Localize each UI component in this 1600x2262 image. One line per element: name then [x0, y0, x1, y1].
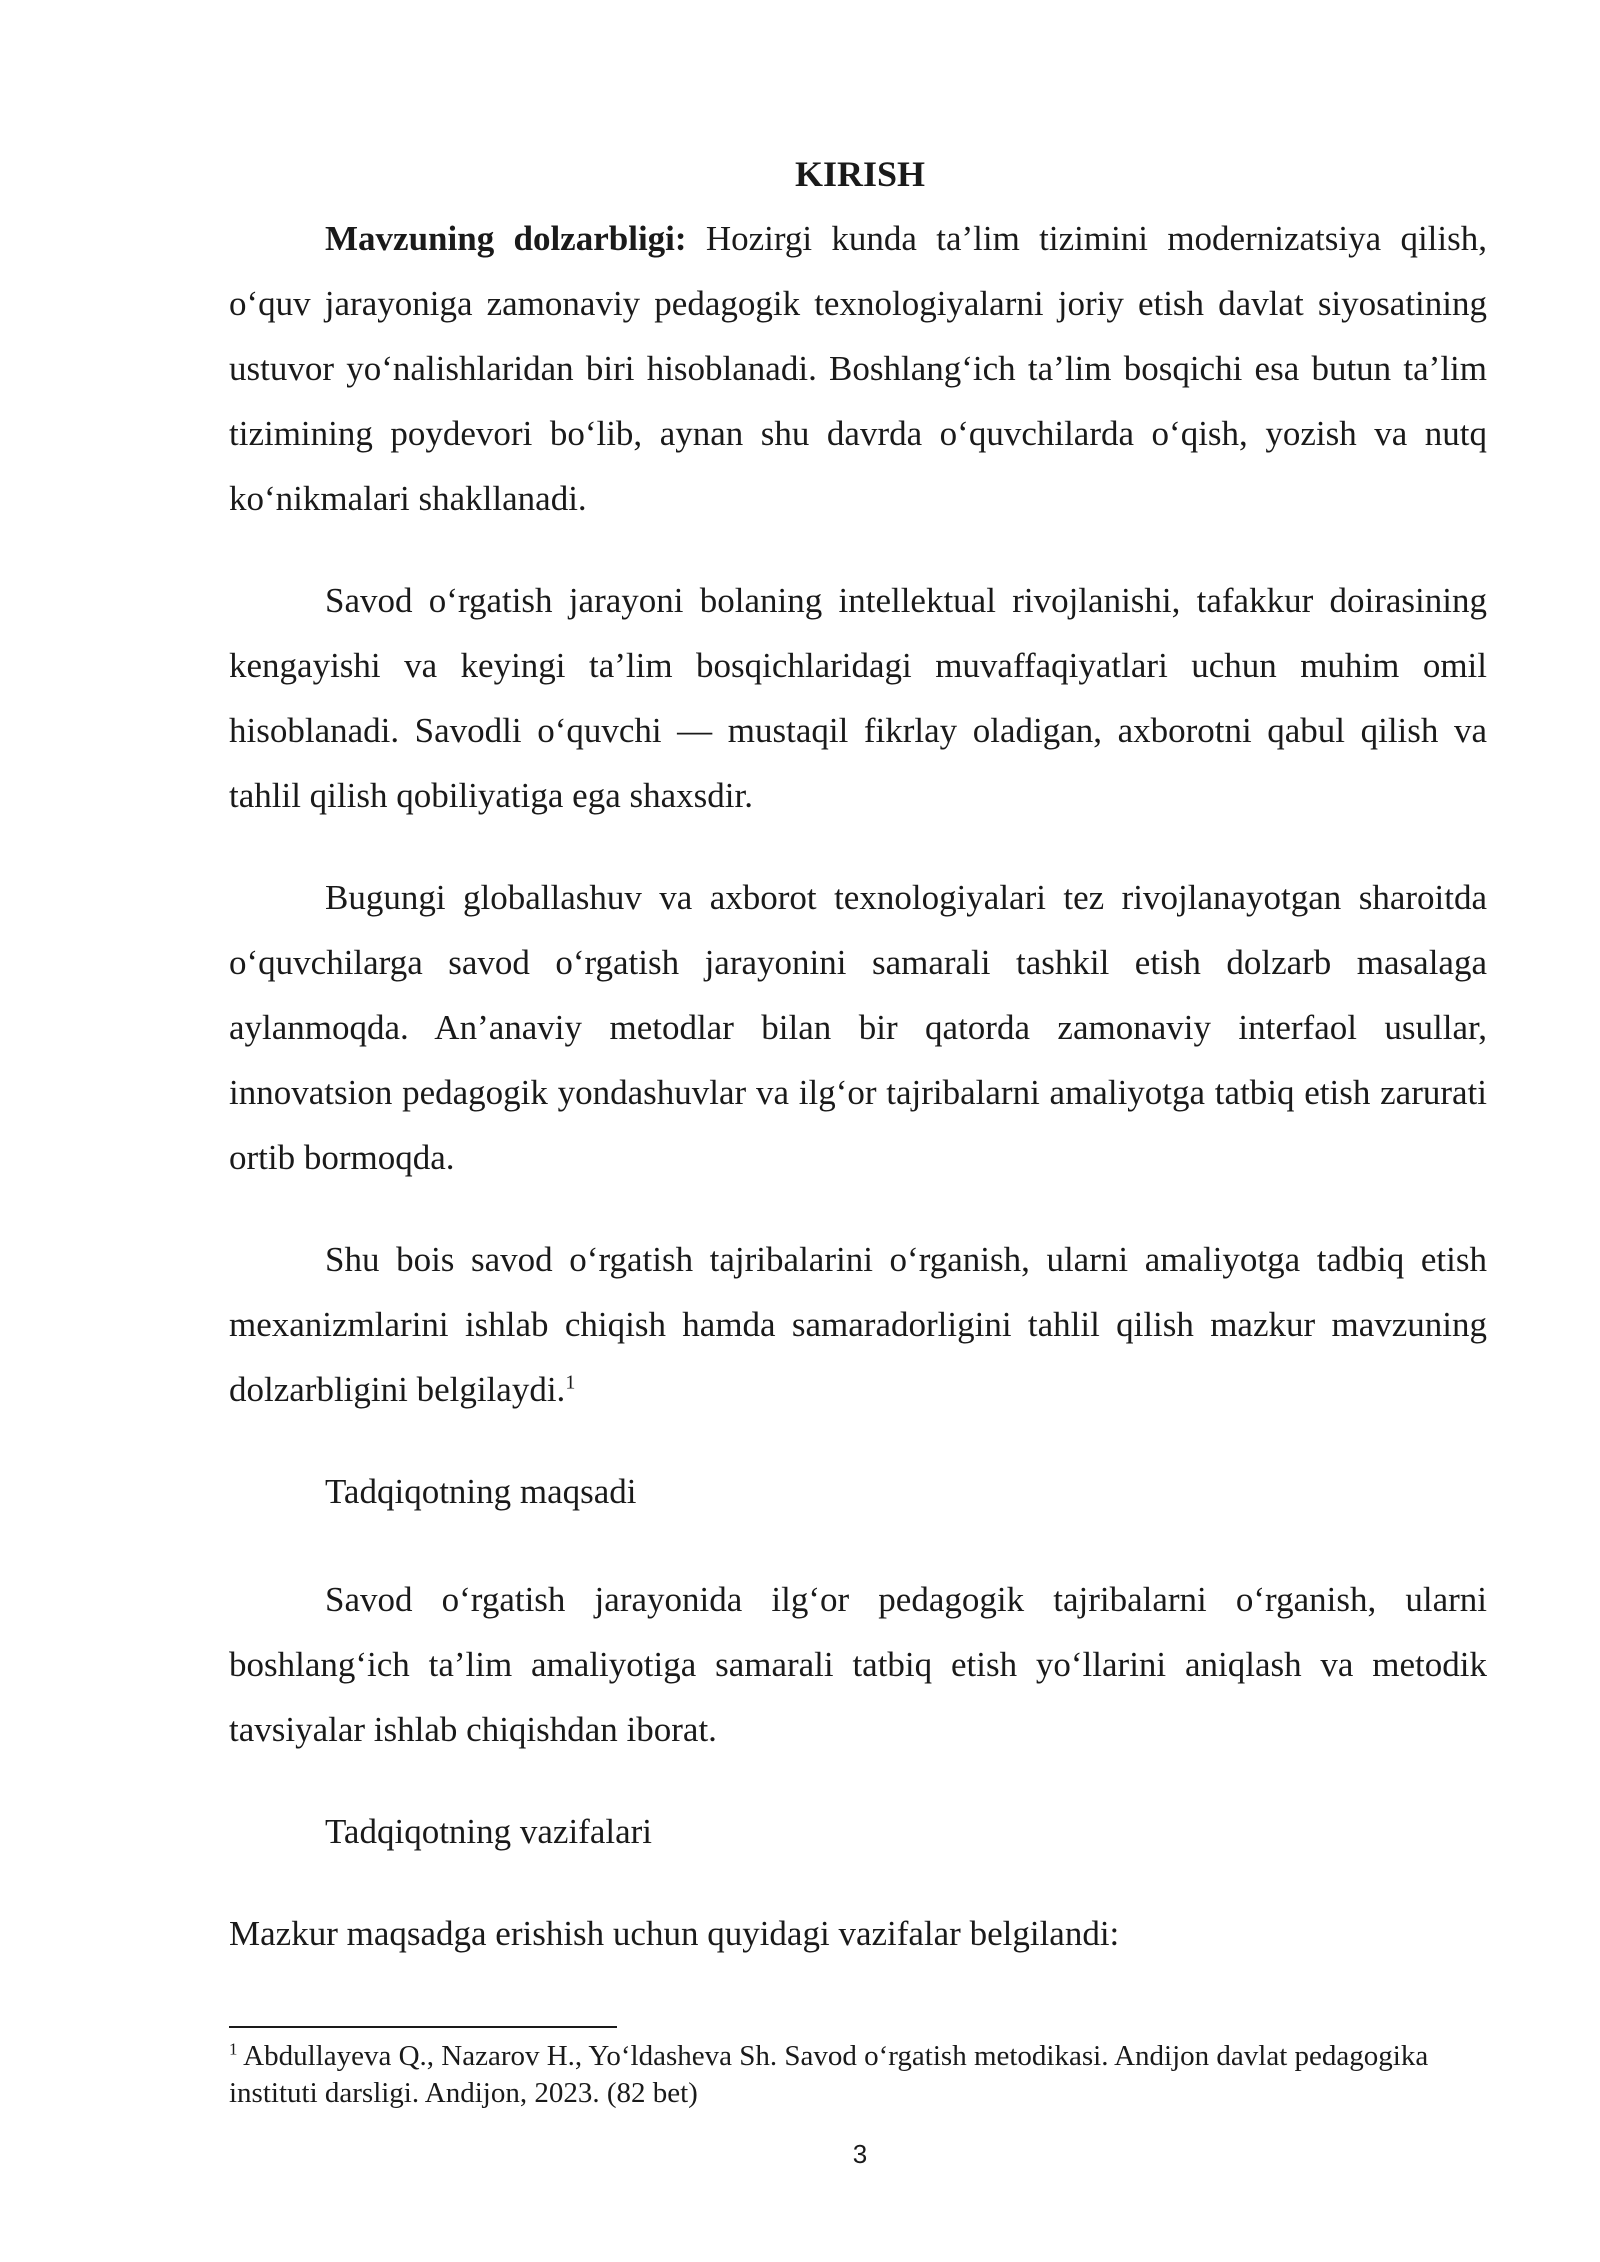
paragraph-text: Savod o‘rgatish jarayoni bolaning intellektual rivojlanishi, tafakkur doirasining kengayishi va keyingi ta’lim bosqichlaridagi muvaffaqiyatlari uchun muhim omil hisoblanadi. Savodli o‘quvchi — mustaqil fikrlay oladigan, axborotni qabul qilish va tahlil qilish qobiliyatiga ega shaxsdir. — [229, 581, 1487, 815]
relevance-lead: Mavzuning dolzarbligi: — [325, 219, 687, 258]
paragraph-goal — [229, 1567, 1487, 1762]
paragraph-text: Bugungi globallashuv va axborot texnologiyalari tez rivojlanayotgan sharoitda o‘quvchilarga savod o‘rgatish jarayonini samarali tashkil etish dolzarb masalaga aylanmoqda. An’anaviy metodlar bilan bir qatorda zamonaviy interfaol usullar, innovatsion pedagogik yondashuvlar va ilg‘or tajribalarni amaliyotga tatbiq etish zarurati ortib bormoqda. — [229, 878, 1487, 1177]
footnote-mark: 1 — [229, 2039, 238, 2059]
paragraph-text: Shu bois savod o‘rgatish tajribalarini o‘rganish, ularni amaliyotga tadbiq etish mexanizmlarini ishlab chiqish hamda samaradorligini tahlil qilish mazkur mavzuning dolzarbligini belgilaydi. — [229, 1240, 1487, 1409]
page-title: KIRISH — [794, 154, 926, 194]
page-number: 3 — [852, 2139, 868, 2169]
paragraph-literacy-process — [229, 568, 1487, 828]
heading-text: Tadqiqotning vazifalari — [325, 1812, 653, 1851]
footnote-reference[interactable]: 1 — [565, 1371, 576, 1394]
heading-text: Tadqiqotning maqsadi — [325, 1472, 637, 1511]
footnote-text: Abdullayeva Q., Nazarov H., Yo‘ldasheva Sh. Savod o‘rgatish metodikasi. Andijon davlat pedagogika instituti darsligi. Andijon, 2023. (82 bet) — [229, 2040, 1429, 2109]
section-heading-tasks — [229, 1799, 1487, 1864]
footnote — [229, 2038, 1489, 2112]
paragraph-relevance — [229, 206, 1487, 531]
paragraph-text: Mazkur maqsadga erishish uchun quyidagi vazifalar belgilandi: — [229, 1914, 1120, 1953]
paragraph-tasks-intro — [229, 1901, 1487, 1966]
relevance-text: Hozirgi kunda ta’lim tizimini modernizatsiya qilish, o‘quv jarayoniga zamonaviy pedagogik texnologiyalarni joriy etish davlat siyosatining ustuvor yo‘nalishlaridan biri hisoblanadi. Boshlang‘ich ta’lim bosqichi esa butun ta’lim tizimining poydevori bo‘lib, aynan shu davrda o‘quvchilarda o‘qish, yozish va nutq ko‘nikmalari shakllanadi. — [229, 219, 1487, 518]
paragraph-text: Savod o‘rgatish jarayonida ilg‘or pedagogik tajribalarni o‘rganish, ularni boshlang‘ich ta’lim amaliyotiga samarali tatbiq etish yo‘llarini aniqlash va metodik tavsiyalar ishlab chiqishdan iborat. — [229, 1580, 1487, 1749]
paragraph-globalization — [229, 865, 1487, 1190]
paragraph-conclusion — [229, 1227, 1487, 1422]
section-heading-goal — [229, 1459, 1487, 1524]
footnote-separator — [229, 2026, 617, 2028]
